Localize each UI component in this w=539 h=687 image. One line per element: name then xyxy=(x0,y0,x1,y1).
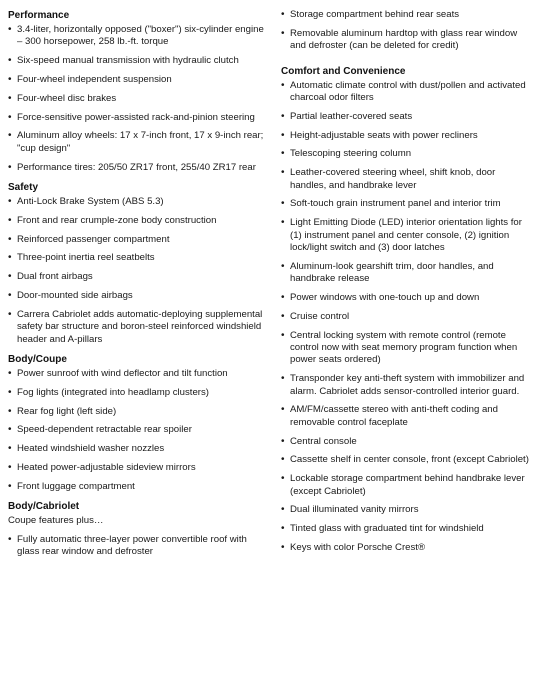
list-item: • Four-wheel disc brakes xyxy=(8,93,270,105)
list-item: • Transponder key anti-theft system with immobilizer and alarm. Cabriolet adds sensor-controlled interior guard. xyxy=(281,373,533,398)
list-item: • Dual front airbags xyxy=(8,271,270,283)
list-item: • Central console xyxy=(281,436,533,448)
list-item: • Aluminum-look gearshift trim, door handles, and handbrake release xyxy=(281,261,533,286)
section-heading: Performance xyxy=(8,10,70,21)
list-item: • Power sunroof with wind deflector and tilt function xyxy=(8,368,270,380)
list-item: • Central locking system with remote control (remote control now with seat memory program function when power seats ordered) xyxy=(281,330,533,367)
section-comfort-and-convenience xyxy=(281,65,533,555)
section-body-cabriolet xyxy=(8,500,270,558)
list-item: • Leather-covered steering wheel, shift knob, door handles, and handbrake lever xyxy=(281,167,533,192)
section-subtitle: Coupe features plus… xyxy=(8,515,104,527)
list-item: • Front luggage compartment xyxy=(8,481,270,493)
right-column xyxy=(281,0,533,561)
list-item: • Reinforced passenger compartment xyxy=(8,234,270,246)
list-item: • Lockable storage compartment behind handbrake lever (except Cabriolet) xyxy=(281,473,533,498)
list-item: • Six-speed manual transmission with hydraulic clutch xyxy=(8,55,270,67)
list-item: • Fog lights (integrated into headlamp clusters) xyxy=(8,387,270,399)
list-item: • Anti-Lock Brake System (ABS 5.3) xyxy=(8,196,270,208)
section-heading: Safety xyxy=(8,182,39,193)
list-item: • Cassette shelf in center console, front (except Cabriolet) xyxy=(281,454,533,466)
list-item: • Cruise control xyxy=(281,311,533,323)
list-item: • Aluminum alloy wheels: 17 x 7-inch front, 17 x 9-inch rear; "cup design" xyxy=(8,130,270,155)
list-item: • Keys with color Porsche Crest® xyxy=(281,542,533,554)
list-item: • Heated windshield washer nozzles xyxy=(8,443,270,455)
list-item: • Automatic climate control with dust/pollen and activated charcoal odor filters xyxy=(281,80,533,105)
list-item: • Height-adjustable seats with power recliners xyxy=(281,130,533,142)
list-item: • Force-sensitive power-assisted rack-and-pinion steering xyxy=(8,112,270,124)
list-item: • Partial leather-covered seats xyxy=(281,111,533,123)
bullet-list xyxy=(8,196,270,346)
list-item: • 3.4-liter, horizontally opposed ("boxer") six-cylinder engine – 300 horsepower, 258 lb.-ft. torque xyxy=(8,24,270,49)
list-item: • Dual illuminated vanity mirrors xyxy=(281,504,533,516)
list-item: • Three-point inertia reel seatbelts xyxy=(8,252,270,264)
bullet-list xyxy=(281,80,533,555)
section-performance xyxy=(8,0,270,174)
list-item: • Heated power-adjustable sideview mirrors xyxy=(8,462,270,474)
left-column xyxy=(8,0,270,565)
list-item: • Fully automatic three-layer power convertible roof with glass rear window and defroster xyxy=(8,534,270,559)
list-item: • Four-wheel independent suspension xyxy=(8,74,270,86)
section-heading: Body/Cabriolet xyxy=(8,501,80,513)
list-item: • Light Emitting Diode (LED) interior orientation lights for (1) instrument panel and center console, (2) ignition lock/light switch and (3) door latches xyxy=(281,217,533,254)
section-safety xyxy=(8,181,270,346)
list-item: • Carrera Cabriolet adds automatic-deploying supplemental safety bar structure and boron-steel reinforced windshield header and A-pillars xyxy=(8,309,270,346)
bullet-list xyxy=(8,534,270,559)
list-item: • Performance tires: 205/50 ZR17 front, 255/40 ZR17 rear xyxy=(8,162,270,174)
list-item: • Front and rear crumple-zone body construction xyxy=(8,215,270,227)
list-item: • Rear fog light (left side) xyxy=(8,406,270,418)
list-item: • Storage compartment behind rear seats xyxy=(281,9,533,21)
list-item: • Power windows with one-touch up and down xyxy=(281,292,533,304)
list-item: • Door-mounted side airbags xyxy=(8,290,270,302)
bullet-list xyxy=(8,368,270,493)
section-body-coupe xyxy=(8,353,270,493)
section-heading: Comfort and Convenience xyxy=(281,65,406,77)
list-item: • AM/FM/cassette stereo with anti-theft coding and removable control faceplate xyxy=(281,404,533,429)
list-item: • Tinted glass with graduated tint for windshield xyxy=(281,523,533,535)
bullet-list xyxy=(8,24,270,174)
section-heading: Body/Coupe xyxy=(8,354,67,365)
list-item: • Soft-touch grain instrument panel and interior trim xyxy=(281,198,533,210)
continued-cabriolet-list xyxy=(281,0,533,53)
list-item: • Telescoping steering column xyxy=(281,148,533,160)
list-item: • Removable aluminum hardtop with glass rear window and defroster (can be deleted for credit) xyxy=(281,28,533,53)
list-item: • Speed-dependent retractable rear spoiler xyxy=(8,424,270,436)
